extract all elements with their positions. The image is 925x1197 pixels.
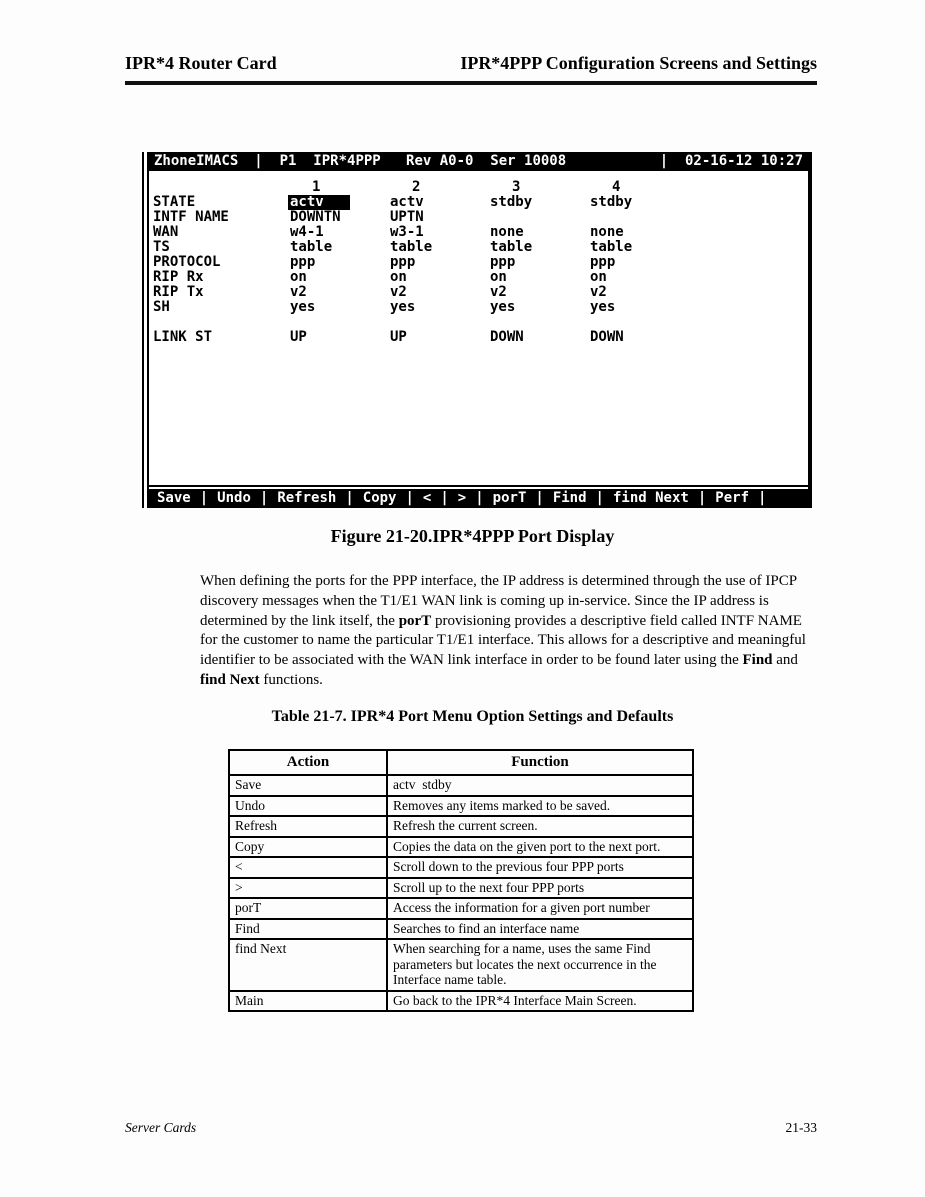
softkey-find: Find bbox=[552, 490, 587, 506]
row-label: RIP Tx bbox=[153, 284, 204, 300]
cell-highlighted: actv bbox=[288, 195, 350, 210]
table-row bbox=[229, 898, 693, 919]
cell: ppp bbox=[490, 254, 516, 270]
action-cell: Find bbox=[229, 919, 387, 940]
terminal-row-intf-name bbox=[149, 210, 808, 225]
function-cell: When searching for a name, uses the same Find parameters but locates the next occurrence in the Interface name table. bbox=[387, 939, 693, 991]
footer-page-number: 21-33 bbox=[785, 1120, 817, 1135]
table-row bbox=[229, 816, 693, 837]
function-cell: Copies the data on the given port to the next port. bbox=[387, 837, 693, 858]
menu-separator: | bbox=[440, 490, 449, 506]
table-row bbox=[229, 775, 693, 796]
terminal-row-wan bbox=[149, 225, 808, 240]
statusbar-system-name: ZhoneIMACS bbox=[154, 153, 239, 169]
row-label: INTF NAME bbox=[153, 209, 229, 225]
action-cell: Copy bbox=[229, 837, 387, 858]
header-left-title: IPR*4 Router Card bbox=[125, 53, 277, 73]
terminal-row-protocol bbox=[149, 255, 808, 270]
table-header-row bbox=[229, 750, 693, 775]
statusbar-card-info: | P1 IPR*4PPP Rev A0-0 Ser 10008 bbox=[254, 153, 567, 169]
softkey-find-next: find Next bbox=[612, 490, 689, 506]
table-row bbox=[229, 857, 693, 878]
function-cell: Access the information for a given port number bbox=[387, 898, 693, 919]
row-label: PROTOCOL bbox=[153, 254, 221, 270]
cell: v2 bbox=[390, 284, 407, 300]
function-cell: Go back to the IPR*4 Interface Main Screen. bbox=[387, 991, 693, 1012]
cell: table bbox=[490, 239, 533, 255]
action-cell: Main bbox=[229, 991, 387, 1012]
page-footer bbox=[125, 1120, 817, 1136]
action-cell: find Next bbox=[229, 939, 387, 991]
column-header-action: Action bbox=[229, 750, 387, 775]
softkey-next: > bbox=[457, 490, 467, 506]
cell: yes bbox=[290, 299, 316, 315]
row-label: WAN bbox=[153, 224, 179, 240]
cell: none bbox=[590, 224, 624, 240]
softkey-refresh: Refresh bbox=[277, 490, 337, 506]
function-cell: Removes any items marked to be saved. bbox=[387, 796, 693, 817]
softkey-port: porT bbox=[492, 490, 527, 506]
cell: DOWNTN bbox=[290, 209, 341, 225]
row-label: SH bbox=[153, 299, 170, 315]
cell: UP bbox=[290, 329, 307, 345]
paragraph-text: functions. bbox=[259, 671, 323, 688]
table-row bbox=[229, 837, 693, 858]
menu-separator: | bbox=[758, 490, 767, 506]
menu-separator: | bbox=[259, 490, 269, 506]
port-number: 1 bbox=[312, 179, 321, 195]
column-header-function: Function bbox=[387, 750, 693, 775]
softkey-prev: < bbox=[422, 490, 432, 506]
row-label: STATE bbox=[153, 194, 196, 210]
table-row bbox=[229, 939, 693, 991]
menu-separator: | bbox=[535, 490, 544, 506]
terminal-statusbar bbox=[149, 152, 808, 171]
menu-separator: | bbox=[405, 490, 414, 506]
action-cell: < bbox=[229, 857, 387, 878]
page-header bbox=[125, 53, 817, 85]
figure-caption: Figure 21-20.IPR*4PPP Port Display bbox=[330, 526, 615, 546]
softkey-undo: Undo bbox=[217, 490, 251, 506]
cell: UPTN bbox=[390, 209, 424, 225]
softkey-perf: Perf bbox=[715, 490, 749, 506]
action-cell: porT bbox=[229, 898, 387, 919]
table-row bbox=[229, 919, 693, 940]
cell: stdby bbox=[590, 194, 633, 210]
blank-row bbox=[149, 315, 808, 330]
terminal-row-state bbox=[149, 195, 808, 210]
paragraph-text: provisioning provides a descriptive field called INTF NAME for the customer to name the particular T1/E1 interface. This allows for a descriptive and meaningful identifier to be associated with the WAN link interface in order to be found later using the bbox=[200, 612, 806, 669]
function-cell: Scroll down to the previous four PPP ports bbox=[387, 857, 693, 878]
cell: v2 bbox=[590, 284, 607, 300]
cell: ppp bbox=[290, 254, 316, 270]
function-cell: Refresh the current screen. bbox=[387, 816, 693, 837]
terminal-row-rip-rx bbox=[149, 270, 808, 285]
menu-separator: | bbox=[199, 490, 209, 506]
cell: yes bbox=[490, 299, 516, 315]
function-cell: actv stdby bbox=[387, 775, 693, 796]
paragraph-text: When defining the ports for the PPP interface, the IP address is determined through the use of IPCP discovery messages when the T1/E1 WAN link is coming up in-service. Since the IP address is determined by the link itself, the bbox=[200, 573, 797, 629]
menu-separator: | bbox=[595, 490, 604, 506]
softkey-save: Save bbox=[157, 490, 191, 506]
cell: table bbox=[390, 239, 433, 255]
cell: stdby bbox=[490, 194, 533, 210]
table-row bbox=[229, 878, 693, 899]
cell: UP bbox=[390, 329, 407, 345]
cell: on bbox=[390, 269, 407, 285]
port-column-headers bbox=[149, 180, 808, 195]
cell: table bbox=[590, 239, 633, 255]
softkey-copy: Copy bbox=[362, 490, 397, 506]
cell: ppp bbox=[590, 254, 616, 270]
function-cell: Searches to find an interface name bbox=[387, 919, 693, 940]
cell: DOWN bbox=[490, 329, 524, 345]
cell: v2 bbox=[290, 284, 307, 300]
row-label: LINK ST bbox=[153, 329, 213, 345]
table-row bbox=[229, 991, 693, 1012]
action-cell: > bbox=[229, 878, 387, 899]
action-cell: Refresh bbox=[229, 816, 387, 837]
port-number: 3 bbox=[512, 179, 521, 195]
cell: table bbox=[290, 239, 333, 255]
statusbar-datetime: | 02-16-12 10:27 bbox=[659, 153, 803, 169]
row-label: TS bbox=[153, 239, 170, 255]
function-cell: Scroll up to the next four PPP ports bbox=[387, 878, 693, 899]
paragraph-text: and bbox=[772, 652, 798, 669]
bold-port-keyword: porT bbox=[398, 612, 432, 629]
port-number: 4 bbox=[612, 179, 621, 195]
action-cell: Undo bbox=[229, 796, 387, 817]
cell bbox=[490, 210, 590, 225]
port-number: 2 bbox=[412, 179, 421, 195]
cell: v2 bbox=[490, 284, 507, 300]
action-cell: Save bbox=[229, 775, 387, 796]
footer-book-title: Server Cards bbox=[125, 1120, 197, 1135]
header-right-title: IPR*4PPP Configuration Screens and Settings bbox=[460, 53, 817, 73]
terminal-row-ts bbox=[149, 240, 808, 255]
menu-separator: | bbox=[475, 490, 484, 506]
cell: w3-1 bbox=[390, 224, 424, 240]
cell bbox=[590, 210, 808, 225]
options-table bbox=[228, 749, 694, 1012]
table-row bbox=[229, 796, 693, 817]
terminal-softkey-bar bbox=[149, 489, 808, 508]
row-label: RIP Rx bbox=[153, 269, 204, 285]
body-paragraph bbox=[200, 572, 818, 691]
cell: on bbox=[290, 269, 307, 285]
cell: none bbox=[490, 224, 524, 240]
bold-find-next-keyword: find Next bbox=[200, 671, 260, 688]
cell: actv bbox=[390, 194, 424, 210]
menu-separator: | bbox=[697, 490, 707, 506]
cell: w4-1 bbox=[290, 224, 324, 240]
cell: ppp bbox=[390, 254, 416, 270]
cell: yes bbox=[390, 299, 416, 315]
cell: yes bbox=[590, 299, 616, 315]
menu-separator: | bbox=[345, 490, 354, 506]
terminal-row-rip-tx bbox=[149, 285, 808, 300]
cell: DOWN bbox=[590, 329, 624, 345]
bold-find-keyword: Find bbox=[742, 652, 773, 669]
table-title: Table 21-7. IPR*4 Port Menu Option Settings and Defaults bbox=[271, 708, 674, 725]
terminal-screenshot bbox=[142, 152, 812, 508]
row-label bbox=[153, 180, 290, 195]
screen-bottom-rule bbox=[149, 485, 808, 487]
cell: on bbox=[590, 269, 607, 285]
cell: on bbox=[490, 269, 507, 285]
terminal-body bbox=[149, 171, 808, 485]
terminal-row-link-st bbox=[149, 330, 808, 345]
terminal-row-sh bbox=[149, 300, 808, 315]
